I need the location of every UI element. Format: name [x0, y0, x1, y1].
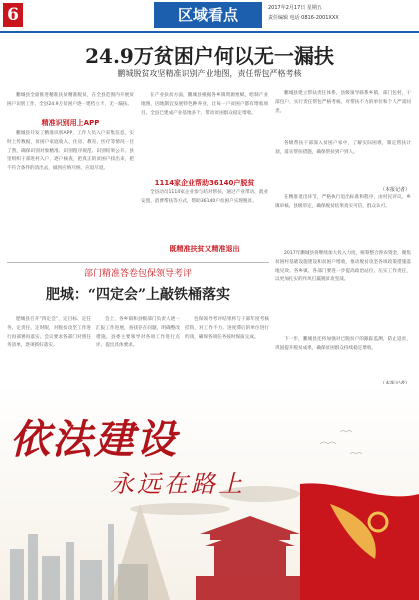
article2-kicker: 部门精准答卷包保领导考评	[83, 269, 192, 279]
subsection-title: 精准识别用上APP	[41, 119, 100, 127]
article-body-column	[275, 90, 411, 132]
article-body-column	[275, 140, 411, 184]
section-title: 区域看点	[154, 2, 262, 28]
body-paragraph: 包保领导考评结果将与干部年度考核挂钩，对工作不力、进度滞后的单位进行约谈，确保各项任务按时保质完成。	[185, 317, 269, 340]
author-credit: （本报记者）	[380, 187, 411, 193]
article-body-column	[275, 194, 411, 244]
article2-body-column	[96, 316, 180, 378]
article-headline: 24.9万贫困户何以无一漏扶	[85, 44, 334, 68]
body-paragraph: 鹏城县开发了精准识别APP，工作人员入户采集信息，实时上传数据，贫困户家庭收入、住房、教育、医疗等情况一目了然，确保识别对象精准、识别程序规范、识别结果公开。县里组织干部进村入户，逐户核查，把真正的贫困户找出来，把不符合条件的清出去，做到应纳尽纳、应退尽退。	[7, 131, 134, 172]
body-paragraph: 全县动员1114家企业参与结对帮扶，通过产业带动、就业安置、消费帮扶等方式，帮助36140户贫困户实现脱贫。	[141, 190, 268, 204]
subsection-title: 1114家企业帮助36140户脱贫	[154, 179, 255, 187]
red-flag	[300, 483, 419, 600]
body-paragraph: 鹏城县建立帮扶责任体系，县级领导联系乡镇，部门包村，干部包户，实行责任帮包严格考核，对帮扶不力的单位和个人严肃问责。	[275, 91, 411, 114]
issue-date: 2017年2月17日 星期五	[268, 5, 322, 11]
header-rule	[0, 31, 419, 33]
body-paragraph: 会上，各乡镇和县级部门负责人逐一汇报工作进展，查找存在问题，明确整改措施。县委主要领导对各项工作进行点评，提出具体要求。	[96, 317, 180, 349]
article-body-intro	[7, 92, 134, 112]
body-paragraph: 肥城县召开“四定会”，定目标、定任务、定责任、定时限，对脱贫攻坚工作进行再部署再落实。会议要求各部门对照任务清单，逐项抓好落实。	[7, 317, 91, 349]
body-paragraph: 各级帮扶干部深入贫困户家中，了解实际困难，制定帮扶计划，落实帮扶措施，确保帮扶到户到人。	[275, 141, 411, 155]
article2-body-column	[7, 316, 91, 378]
article2-body-column	[185, 316, 269, 378]
editor-contact: 责任编辑 电话 0816-2001XXX	[268, 15, 339, 21]
body-paragraph: 2017年鹏城县将继续加大投入力度，统筹整合涉农资金，聚焦贫困村基础设施建设和贫困户增收，推动脱贫攻坚各项政策措施落地见效。各乡镇、各部门要进一步提高政治站位，压实工作责任，以更加扎实的作风打赢脱贫攻坚战。	[275, 251, 411, 283]
article-body-column	[275, 250, 411, 330]
page-number: 6	[3, 3, 23, 27]
page-header	[0, 0, 419, 34]
banner-slogan-sub: 永远在路上	[110, 470, 245, 498]
article-subhead: 鹏城脱贫攻坚精准识别产业地图，责任帮包严格考核	[117, 69, 302, 78]
article2-title: 肥城：“四定会”上敲铁桶落实	[45, 287, 231, 303]
body-paragraph: 在产业扶贫方面，鹏城县根据各乡镇资源禀赋，绘制产业地图，因地制宜发展特色种养业，让每一户贫困户都有增收项目。全县已建成产业基地多个，带动贫困群众稳定增收。	[141, 93, 268, 116]
promo-banner	[0, 384, 419, 600]
body-paragraph: 在精准退出环节，严格执行退出标准和程序，由村民评议、乡镇审核、县级审定，确保脱贫结果真实可信、群众认可。	[275, 195, 411, 209]
article-body-column	[141, 92, 268, 172]
subsection-title: 既精准扶贫又精准退出	[169, 245, 240, 253]
article-divider	[7, 262, 269, 263]
article-body-column	[275, 336, 411, 376]
banner-slogan-main: 依法建设	[10, 416, 178, 463]
article-body-column	[7, 130, 134, 242]
article-body-column	[141, 189, 268, 242]
body-paragraph: 下一步，鹏城县还将加强对已脱贫户的跟踪监测，防止返贫，巩固提升脱贫成果，确保贫困群众持续稳定增收。	[275, 337, 411, 351]
intro-paragraph: 鹏城县全面推进精准扶贫精准脱贫，在全县范围内开展贫困户识别工作，全县24.9万贫困户逐一建档立卡，无一漏扶。	[7, 93, 134, 107]
